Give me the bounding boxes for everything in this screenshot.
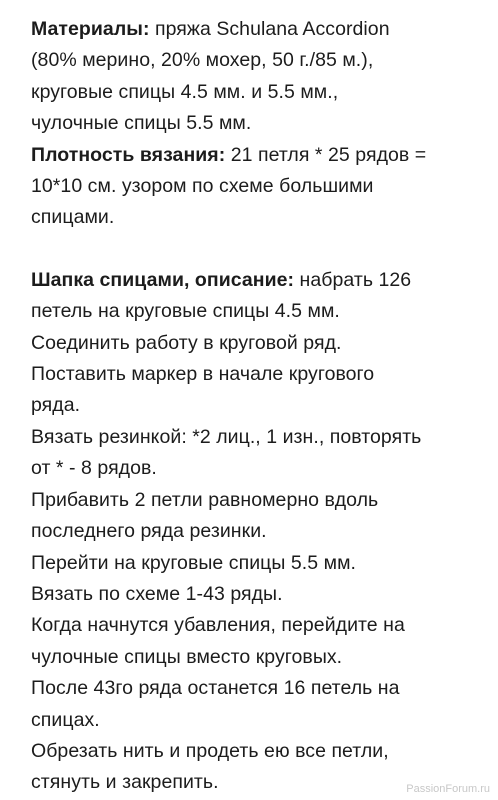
description-line: последнего ряда резинки. xyxy=(31,520,267,543)
description-line: Вязать резинкой: *2 лиц., 1 изн., повторять xyxy=(31,425,422,448)
description-line-1 xyxy=(31,265,491,296)
article-body xyxy=(31,14,491,799)
gauge-paragraph xyxy=(31,140,491,234)
description-line: Вязать по схеме 1-43 ряды. xyxy=(31,582,283,605)
description-line: Когда начнутся убавления, перейдите на xyxy=(31,614,405,637)
description-line: спицах. xyxy=(31,708,100,731)
materials-line-3: круговые спицы 4.5 мм. и 5.5 мм., xyxy=(31,80,339,103)
description-line: петель на круговые спицы 4.5 мм. xyxy=(31,300,340,323)
description-line: стянуть и закрепить. xyxy=(31,771,219,794)
materials-line-2: (80% мерино, 20% мохер, 50 г./85 м.), xyxy=(31,49,374,72)
description-line: Соединить работу в круговой ряд. xyxy=(31,331,342,354)
materials-heading: Материалы: xyxy=(31,18,150,40)
description-line: Поставить маркер в начале кругового xyxy=(31,363,375,386)
materials-paragraph xyxy=(31,14,491,140)
description-heading: Шапка спицами, описание: xyxy=(31,268,295,291)
gauge-line-3: спицами. xyxy=(31,206,115,229)
description-line: чулочные спицы вместо круговых. xyxy=(31,645,343,668)
description-line: Прибавить 2 петли равномерно вдоль xyxy=(31,488,379,511)
materials-line-4: чулочные спицы 5.5 мм. xyxy=(31,112,252,135)
description-line: от * - 8 рядов. xyxy=(31,457,157,480)
gauge-line-1 xyxy=(31,140,491,171)
description-line: После 43го ряда останется 16 петель на xyxy=(31,677,400,700)
materials-line-1 xyxy=(31,14,491,45)
watermark: PassionForum.ru xyxy=(406,783,490,795)
description-start: набрать 126 xyxy=(294,268,412,291)
description-line: Перейти на круговые спицы 5.5 мм. xyxy=(31,551,356,574)
description-line: ряда. xyxy=(31,394,81,417)
gauge-value: 21 петля * 25 рядов = xyxy=(225,143,427,166)
description-paragraph xyxy=(31,265,491,799)
description-line: Обрезать нить и продеть ею все петли, xyxy=(31,739,389,762)
gauge-heading: Плотность вязания: xyxy=(31,143,226,166)
materials-yarn: пряжа Schulana Accordion xyxy=(149,18,390,40)
gauge-line-2: 10*10 см. узором по схеме большими xyxy=(31,175,374,198)
